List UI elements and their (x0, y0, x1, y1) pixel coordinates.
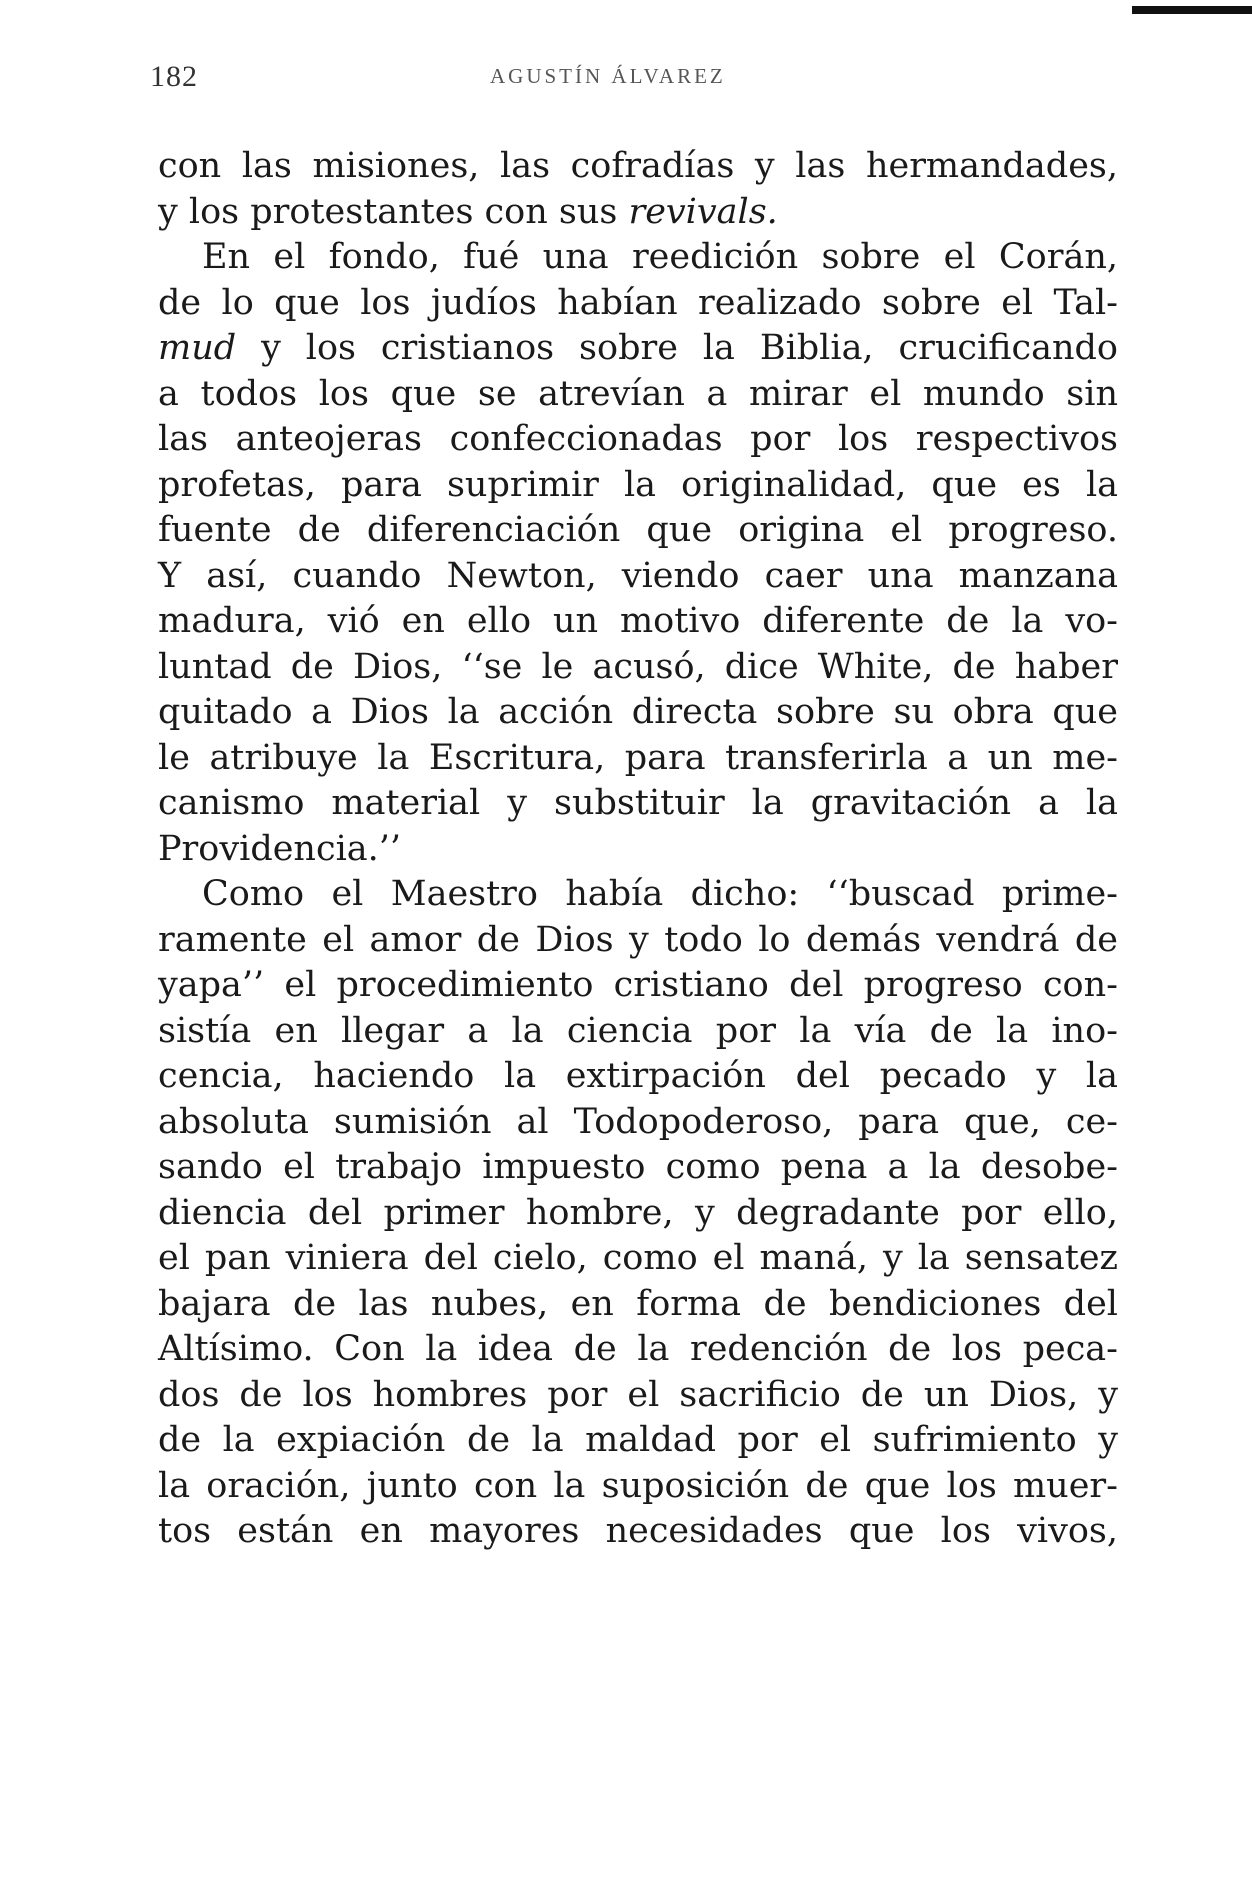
text-line: le atribuye la Escritura, para transferirla a un me- (158, 737, 1118, 778)
text-line: cencia, haciendo la extirpación del pecado y la (158, 1056, 1118, 1096)
text-line: fuente de diferenciación que origina el progreso. (158, 510, 1118, 550)
text-line: tos están en mayores necesidades que los vivos, (158, 1511, 1118, 1551)
text-line: yapa’’ el procedimiento cristiano del progreso con- (158, 965, 1118, 1005)
text-line: de la expiación de la maldad por el sufrimiento y (158, 1420, 1118, 1460)
text-line: dos de los hombres por el sacrificio de un Dios, y (158, 1374, 1118, 1415)
text-line: diencia del primer hombre, y degradante por ello, (158, 1192, 1118, 1233)
text-span: y los cristianos sobre la Biblia, crucificando (236, 328, 1118, 368)
text-line: las anteojeras confeccionadas por los respectivos (158, 419, 1118, 459)
scan-edge-mark (1132, 6, 1252, 14)
text-line: profetas, para suprimir la originalidad, que es la (158, 464, 1118, 505)
text-line: Providencia.’’ (158, 828, 402, 869)
text-line: Y así, cuando Newton, viendo caer una manzana (158, 555, 1118, 596)
text-line: absoluta sumisión al Todopoderoso, para que, ce- (158, 1101, 1118, 1142)
text-line: ramente el amor de Dios y todo lo demás vendrá de (158, 919, 1118, 960)
text-line: la oración, junto con la suposición de que los muer- (158, 1465, 1118, 1506)
text-span: y los protestantes con sus (158, 191, 629, 232)
paragraph-start-line: En el fondo, fué una reedición sobre el Corán, (202, 237, 1118, 277)
text-line: el pan viniera del cielo, como el maná, y la sensatez (158, 1238, 1118, 1278)
text-line: con las misiones, las cofradías y las hermandades, (158, 146, 1118, 186)
text-line: luntad de Dios, ‘‘se le acusó, dice White, de haber (158, 646, 1118, 687)
page-header (0, 52, 1252, 102)
body-text (158, 144, 1118, 1555)
text-line: canismo material y substituir la gravitación a la (158, 783, 1118, 823)
page-number: 182 (150, 60, 198, 93)
text-line: sando el trabajo impuesto como pena a la desobe- (158, 1147, 1118, 1187)
text-line (158, 190, 1118, 236)
text-line (158, 326, 1118, 372)
text-line: bajara de las nubes, en forma de bendiciones del (158, 1283, 1118, 1324)
text-line: Altísimo. Con la idea de la redención de los peca- (158, 1329, 1118, 1369)
text-line: de lo que los judíos habían realizado sobre el Tal- (158, 282, 1118, 323)
running-head: AGUSTÍN ÁLVAREZ (490, 64, 726, 88)
emphasis: mud (158, 328, 237, 368)
text-line: quitado a Dios la acción directa sobre su obra que (158, 692, 1118, 732)
paragraph-start-line: Como el Maestro había dicho: ‘‘buscad prime- (202, 874, 1118, 914)
text-line: madura, vió en ello un motivo diferente de la vo- (158, 601, 1118, 641)
text-line: sistía en llegar a la ciencia por la vía de la ino- (158, 1010, 1118, 1051)
text-line: a todos los que se atrevían a mirar el mundo sin (158, 373, 1118, 414)
emphasis: revivals. (628, 191, 778, 232)
